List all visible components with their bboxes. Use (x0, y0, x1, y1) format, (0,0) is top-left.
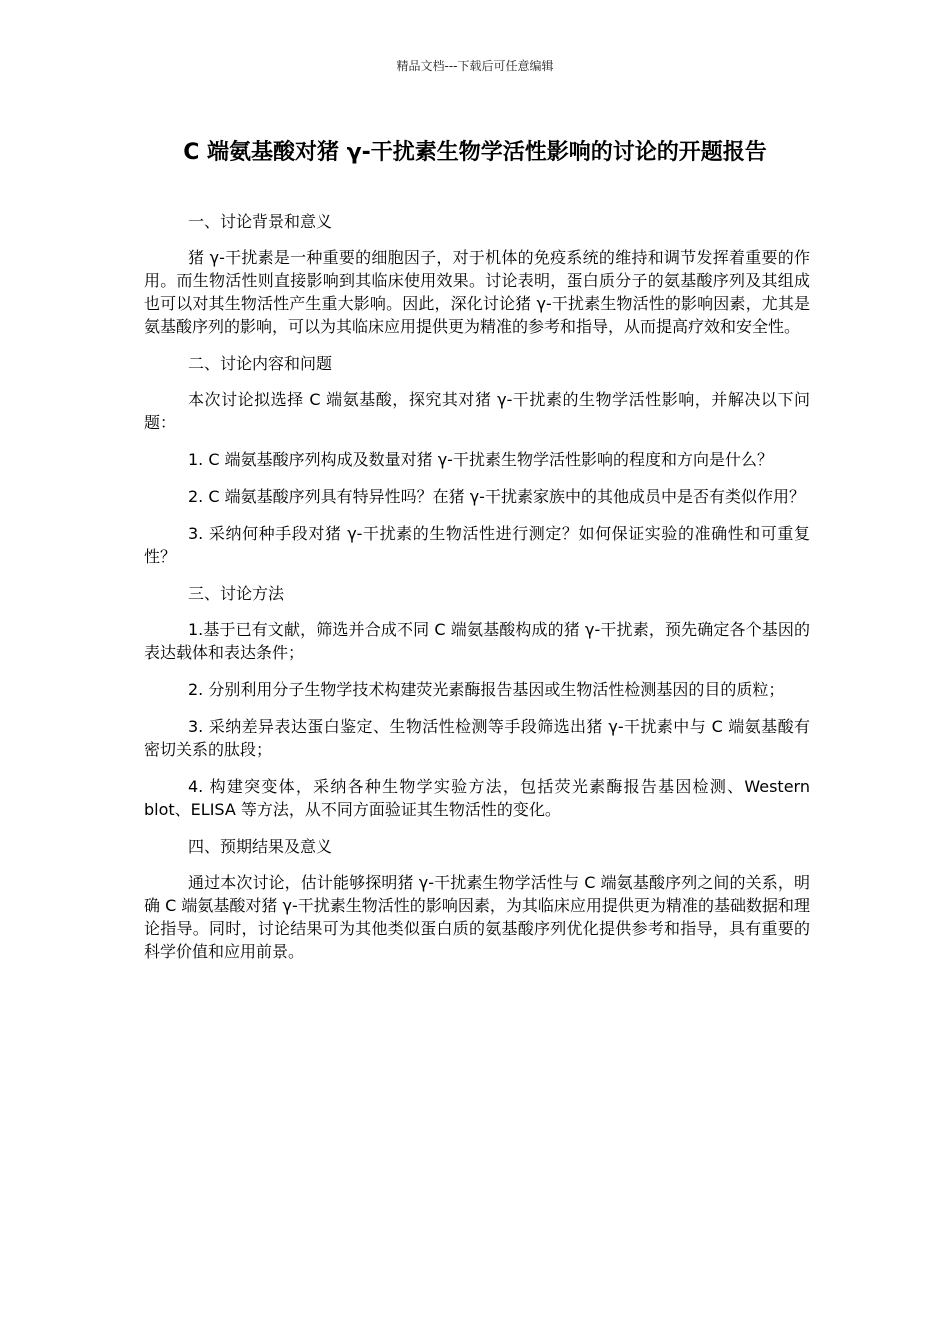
question-item-3: 3. 采纳何种手段对猪 γ-干扰素的生物活性进行测定？如何保证实验的准确性和可重复性？ (144, 524, 810, 566)
method-item-2: 2. 分别利用分子生物学技术构建荧光素酶报告基因或生物活性检测基因的目的质粒； (188, 680, 785, 699)
document-body (144, 210, 810, 977)
question-item-1: 1. C 端氨基酸序列构成及数量对猪 γ-干扰素生物学活性影响的程度和方向是什么？ (188, 450, 773, 469)
section-heading-methods: 三、讨论方法 (188, 584, 285, 603)
paragraph-results: 通过本次讨论，估计能够探明猪 γ-干扰素生物学活性与 C 端氨基酸序列之间的关系，明确 C 端氨基酸对猪 γ-干扰素生物活性的影响因素，为其临床应用提供更为精准的基础数据和理论指导。同时，讨论结果可为其他类似蛋白质的氨基酸序列优化提供参考和指导，具有重要的科学价值和应用前景。 (144, 873, 810, 961)
question-item-2: 2. C 端氨基酸序列具有特异性吗？在猪 γ-干扰素家族中的其他成员中是否有类似作用？ (188, 487, 805, 506)
section-heading-results: 四、预期结果及意义 (188, 837, 333, 856)
section-heading-content: 二、讨论内容和问题 (188, 354, 333, 373)
method-item-3: 3. 采纳差异表达蛋白鉴定、生物活性检测等手段筛选出猪 γ-干扰素中与 C 端氨基酸有密切关系的肽段； (144, 717, 810, 759)
section-heading-background: 一、讨论背景和意义 (188, 212, 333, 231)
paragraph-content-intro: 本次讨论拟选择 C 端氨基酸，探究其对猪 γ-干扰素的生物学活性影响，并解决以下问题： (144, 390, 810, 432)
paragraph-background: 猪 γ-干扰素是一种重要的细胞因子，对于机体的免疫系统的维持和调节发挥着重要的作用。而生物活性则直接影响到其临床使用效果。讨论表明，蛋白质分子的氨基酸序列及其组成也可以对其生物活性产生重大影响。因此，深化讨论猪 γ-干扰素生物活性的影响因素，尤其是氨基酸序列的影响，可以为其临床应用提供更为精准的参考和指导，从而提高疗效和安全性。 (144, 248, 810, 336)
method-item-1: 1.基于已有文献，筛选并合成不同 C 端氨基酸构成的猪 γ-干扰素，预先确定各个基因的表达载体和表达条件； (144, 620, 810, 662)
method-item-4: 4. 构建突变体，采纳各种生物学实验方法，包括荧光素酶报告基因检测、Western blot、ELISA 等方法，从不同方面验证其生物活性的变化。 (144, 777, 810, 819)
header-note: 精品文档---下载后可任意编辑 (396, 59, 554, 73)
document-title: C 端氨基酸对猪 γ-干扰素生物学活性影响的讨论的开题报告 (183, 140, 767, 165)
